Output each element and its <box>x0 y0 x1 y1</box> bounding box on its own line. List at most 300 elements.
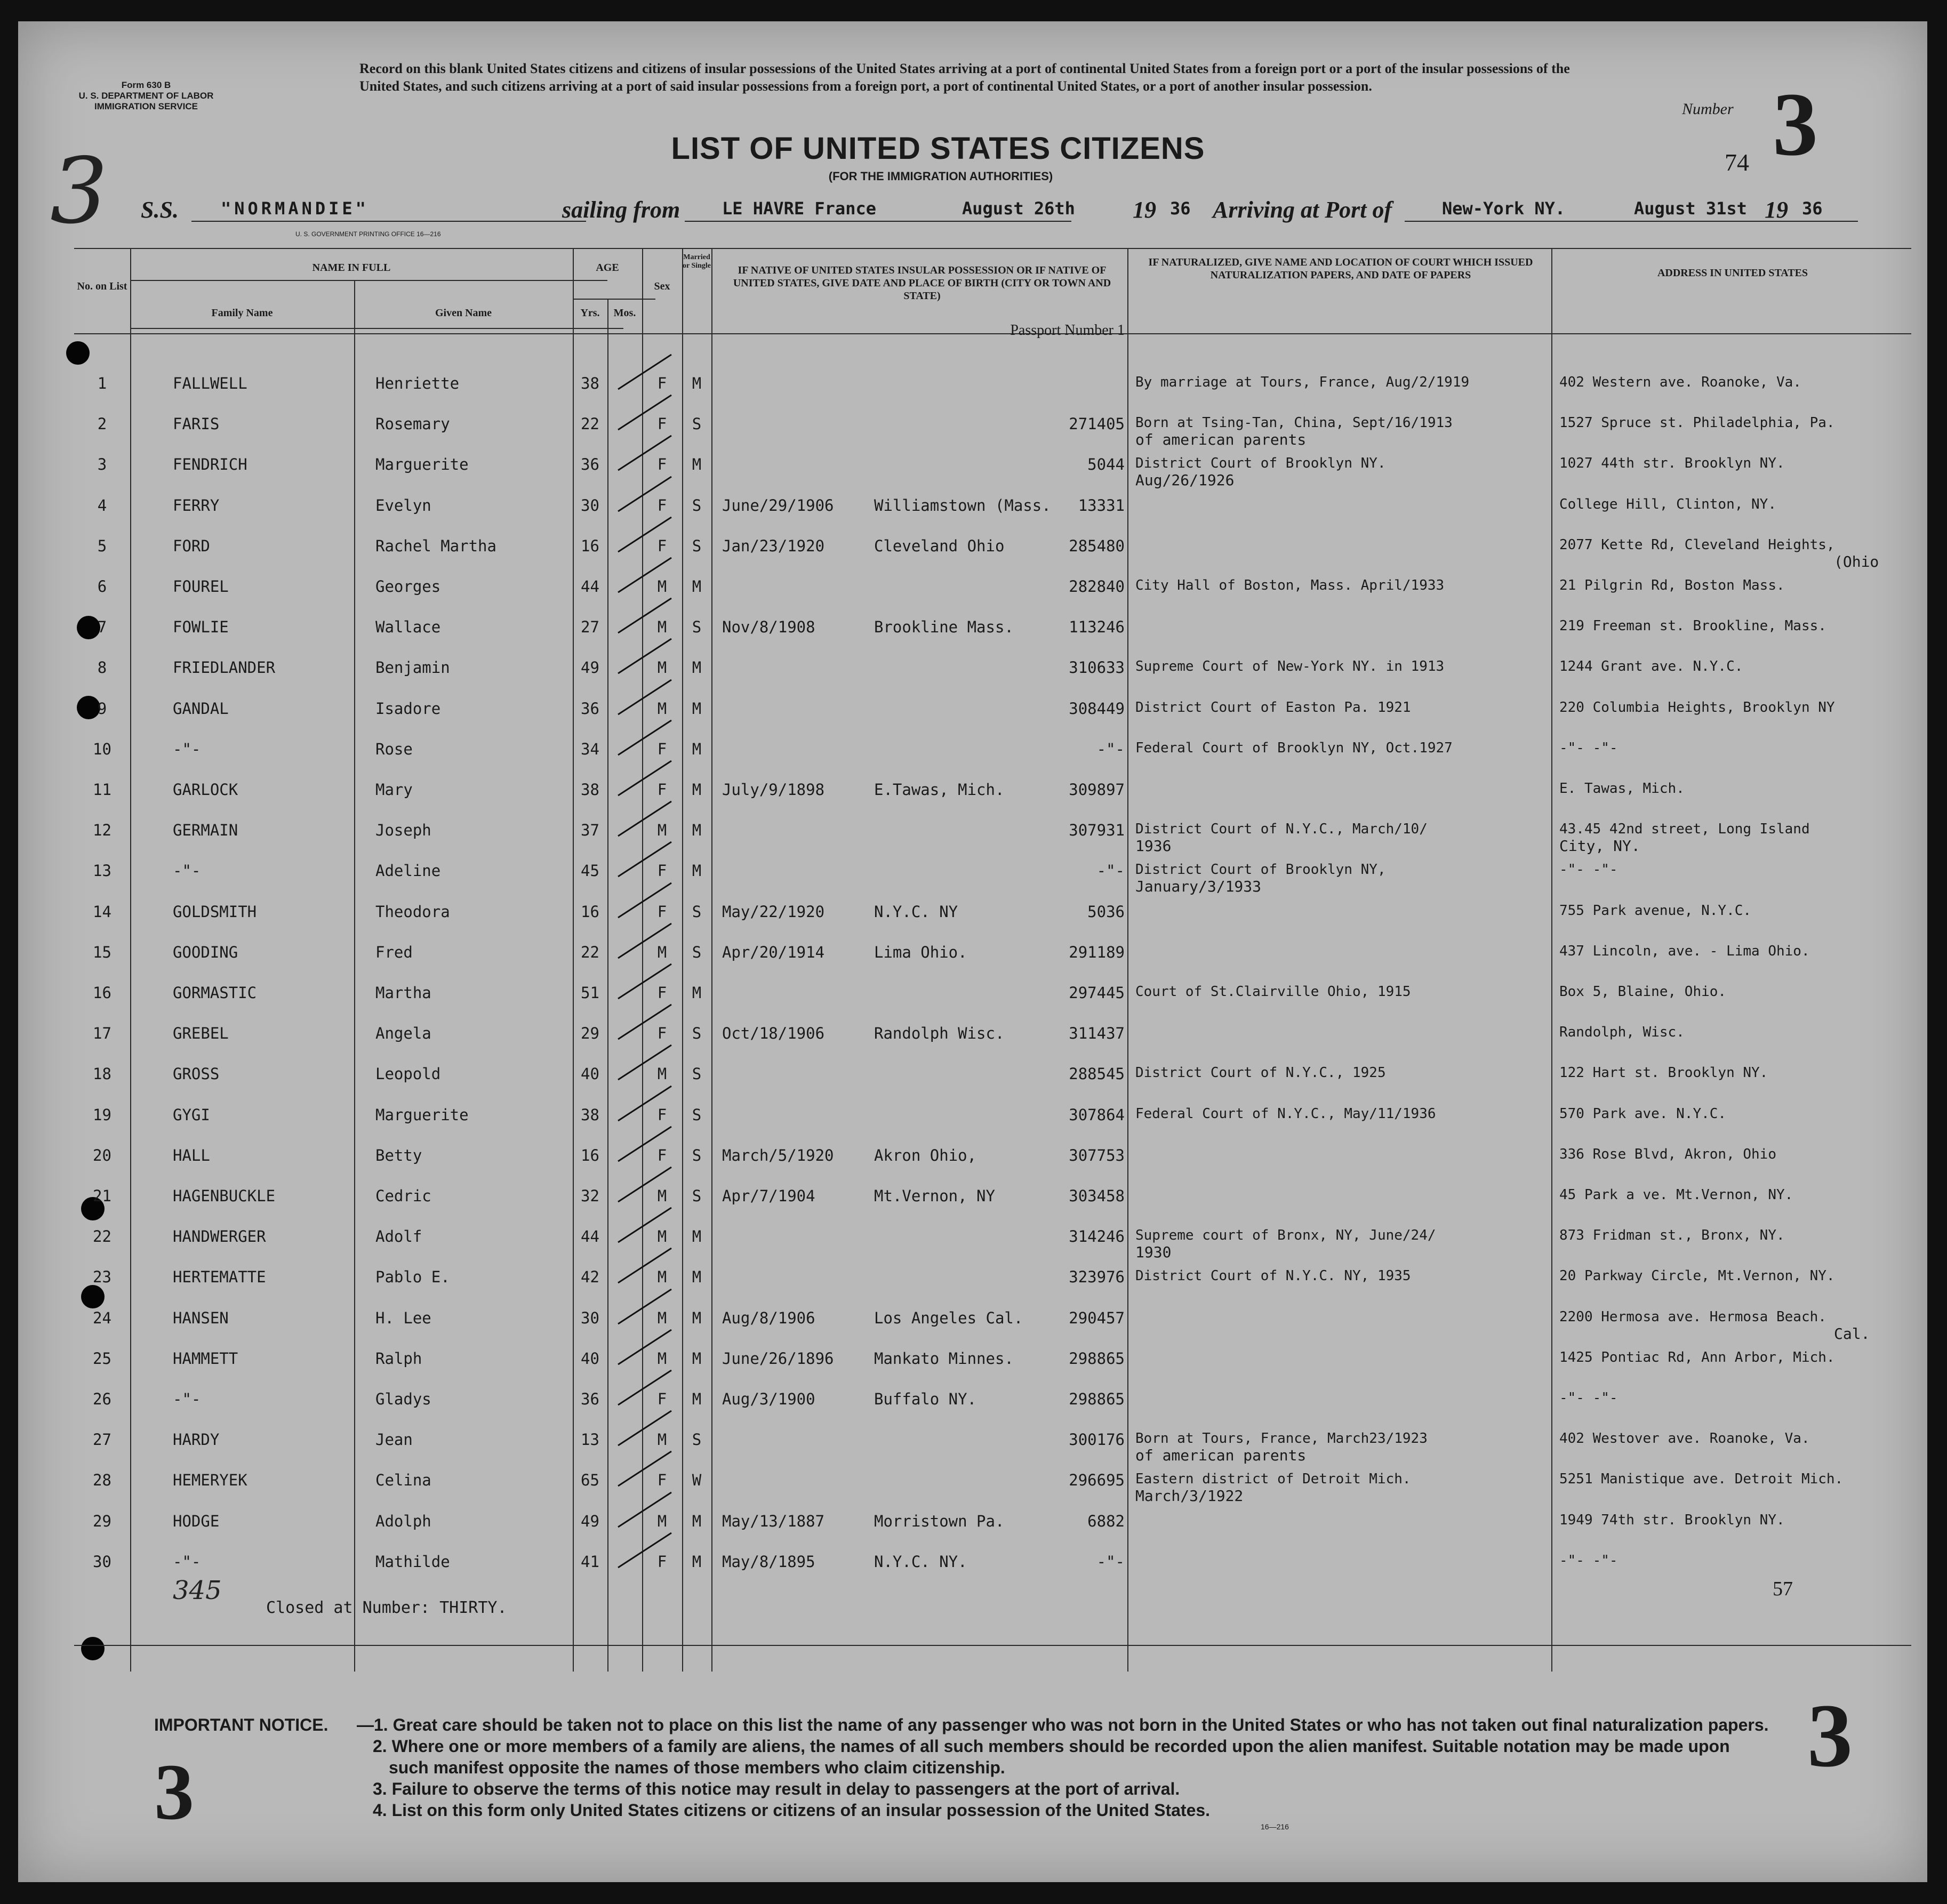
table-row <box>74 1338 1911 1378</box>
row-number: 12 <box>93 821 111 840</box>
marital-status: M <box>692 455 702 474</box>
age-years: 49 <box>581 1512 599 1530</box>
sex: M <box>657 1431 667 1449</box>
passport-number: 5036 <box>1087 902 1125 921</box>
table-row <box>74 1013 1911 1053</box>
given-name: Benjamin <box>375 658 450 677</box>
marital-status: M <box>692 374 702 392</box>
check-mark-icon <box>613 515 677 557</box>
family-name: FERRY <box>173 496 220 515</box>
family-name: FOUREL <box>173 577 229 596</box>
age-years: 34 <box>581 740 599 758</box>
birth-date: July/9/1898 <box>722 781 825 799</box>
birth-place: Mankato Minnes. <box>874 1349 1014 1368</box>
marital-status: S <box>692 1105 702 1124</box>
table-row <box>74 688 1911 728</box>
header-given-name: Given Name <box>435 307 492 319</box>
passport-number: 291189 <box>1069 943 1125 961</box>
passport-number: 13331 <box>1078 496 1125 515</box>
given-name: Evelyn <box>375 496 431 515</box>
notice-item-1: —1. Great care should be taken not to place on this list the name of any passenger who was not born in the United States or who has not taken out final naturalization papers. <box>357 1715 1769 1734</box>
marital-status: M <box>692 658 702 677</box>
check-mark-icon <box>613 392 677 435</box>
given-name: Marguerite <box>375 1105 469 1124</box>
row-number: 9 <box>97 699 107 718</box>
ss-label: S.S. <box>141 197 179 223</box>
naturalization-continued: of american parents <box>1135 431 1307 449</box>
check-mark-icon <box>613 677 677 720</box>
naturalization-continued: 1936 <box>1135 837 1172 855</box>
sex: M <box>657 658 667 677</box>
address: 2200 Hermosa ave. Hermosa Beach. <box>1559 1308 1826 1325</box>
birth-place: Akron Ohio, <box>874 1146 977 1164</box>
address: 1027 44th str. Brooklyn NY. <box>1559 455 1785 472</box>
row-number: 14 <box>93 902 111 921</box>
marital-status: W <box>692 1471 702 1490</box>
stamp-number-right: 3 <box>1807 1685 1853 1786</box>
address-continued: (Ohio <box>1834 552 1879 571</box>
table-row <box>74 444 1911 489</box>
age-years: 38 <box>581 374 599 392</box>
birth-date: May/13/1887 <box>722 1512 825 1530</box>
passport-number: 323976 <box>1069 1268 1125 1287</box>
passport-number: -"- <box>1096 862 1125 880</box>
birth-place: N.Y.C. NY <box>874 902 958 921</box>
age-years: 16 <box>581 536 599 555</box>
passport-number: 271405 <box>1069 415 1125 433</box>
given-name: Angela <box>375 1024 431 1043</box>
marital-status: S <box>692 415 702 433</box>
family-name: HANSEN <box>173 1308 229 1327</box>
check-mark-icon <box>613 596 677 638</box>
table-row <box>74 1216 1911 1262</box>
address: Box 5, Blaine, Ohio. <box>1559 984 1727 1000</box>
passport-number: 290457 <box>1069 1308 1125 1327</box>
sex: F <box>657 740 667 758</box>
address: 122 Hart st. Brooklyn NY. <box>1559 1065 1768 1081</box>
row-number: 24 <box>93 1308 111 1327</box>
check-mark-icon <box>613 839 677 882</box>
birth-date: Apr/20/1914 <box>722 943 825 961</box>
given-name: Adolf <box>375 1227 422 1246</box>
marital-status: S <box>692 1024 702 1043</box>
age-years: 13 <box>581 1431 599 1449</box>
age-years: 42 <box>581 1268 599 1287</box>
page-subtitle: (FOR THE IMMIGRATION AUTHORITIES) <box>828 170 1053 183</box>
sex: M <box>657 1187 667 1205</box>
sex: M <box>657 1227 667 1246</box>
naturalization: Supreme court of Bronx, NY, June/24/ <box>1135 1227 1436 1244</box>
check-mark-icon <box>613 880 677 923</box>
footer-code: 16—216 <box>1261 1822 1289 1831</box>
sex: M <box>657 943 667 961</box>
header-naturalization: IF NATURALIZED, GIVE NAME AND LOCATION OF COURT WHICH ISSUED NATURALIZATION PAPERS, AND DATE OF PAPERS <box>1148 256 1533 281</box>
form-identifier <box>66 80 226 112</box>
family-name: HARDY <box>173 1431 220 1449</box>
naturalization: District Court of Easton Pa. 1921 <box>1135 699 1411 716</box>
birth-place: Los Angeles Cal. <box>874 1308 1023 1327</box>
sex: M <box>657 577 667 596</box>
header-passport-number: Passport Number 1 <box>1010 322 1125 339</box>
signature: 345 <box>173 1576 222 1605</box>
naturalization: Eastern district of Detroit Mich. <box>1135 1471 1411 1488</box>
row-number: 2 <box>97 415 107 433</box>
birth-place: Randolph Wisc. <box>874 1024 1005 1043</box>
birth-date: June/29/1906 <box>722 496 834 515</box>
family-name: GOODING <box>173 943 238 961</box>
marital-status: M <box>692 821 702 840</box>
check-mark-icon <box>613 718 677 760</box>
marital-status: S <box>692 902 702 921</box>
table-row <box>74 363 1911 403</box>
sex: M <box>657 1065 667 1083</box>
table-row <box>74 1419 1911 1465</box>
passport-number: 308449 <box>1069 699 1125 718</box>
check-mark-icon <box>613 1490 677 1532</box>
address: 755 Park avenue, N.Y.C. <box>1559 902 1752 919</box>
given-name: Wallace <box>375 618 441 637</box>
record-instructions: Record on this blank United States citizens and citizens of insular possessions of the United States arriving at a port of continental United States from a foreign port or a port of the insular possessions of the United States, and such citizens arriving at a port of said insular possessions from a foreign port, a port of continental United States, or a port of another insular possession. <box>359 61 1570 94</box>
family-name: GREBEL <box>173 1024 229 1043</box>
naturalization: Federal Court of Brooklyn NY, Oct.1927 <box>1135 740 1453 756</box>
age-years: 36 <box>581 1390 599 1408</box>
passport-number: 309897 <box>1069 781 1125 799</box>
naturalization: District Court of N.Y.C., March/10/ <box>1135 821 1428 838</box>
age-years: 32 <box>581 1187 599 1205</box>
header-no-on-list: No. on List <box>77 280 127 292</box>
address: 45 Park a ve. Mt.Vernon, NY. <box>1559 1187 1793 1203</box>
marital-status: M <box>692 740 702 758</box>
age-years: 16 <box>581 1146 599 1164</box>
given-name: Jean <box>375 1431 413 1449</box>
marital-status: M <box>692 699 702 718</box>
given-name: Pablo E. <box>375 1268 450 1287</box>
sex: F <box>657 496 667 515</box>
given-name: Georges <box>375 577 441 596</box>
row-number: 23 <box>93 1268 111 1287</box>
row-number: 5 <box>97 536 107 555</box>
birth-date: Oct/18/1906 <box>722 1024 825 1043</box>
passport-number: -"- <box>1096 1552 1125 1571</box>
marital-status: M <box>692 1227 702 1246</box>
family-name: HEMERYEK <box>173 1471 247 1490</box>
row-number: 7 <box>97 618 107 637</box>
marital-status: S <box>692 1431 702 1449</box>
notice-item-3: 3. Failure to observe the terms of this notice may result in delay to passengers at the port of arrival. <box>373 1779 1180 1798</box>
table-row <box>74 1053 1911 1094</box>
header-yrs: Yrs. <box>580 307 600 319</box>
marital-status: S <box>692 536 702 555</box>
family-name: HALL <box>173 1146 210 1164</box>
birth-date: Nov/8/1908 <box>722 618 815 637</box>
sex: M <box>657 821 667 840</box>
row-number: 30 <box>93 1552 111 1571</box>
check-mark-icon <box>613 1408 677 1451</box>
marital-status: M <box>692 1268 702 1287</box>
age-years: 40 <box>581 1349 599 1368</box>
given-name: Celina <box>375 1471 431 1490</box>
family-name: GROSS <box>173 1065 220 1083</box>
check-mark-icon <box>613 1327 677 1370</box>
family-name: -"- <box>173 1390 201 1408</box>
naturalization: District Court of Brooklyn NY, <box>1135 862 1386 878</box>
passport-number: 307864 <box>1069 1105 1125 1124</box>
sex: M <box>657 1308 667 1327</box>
age-years: 45 <box>581 862 599 880</box>
family-name: FENDRICH <box>173 455 247 474</box>
sex: M <box>657 618 667 637</box>
naturalization-continued: Aug/26/1926 <box>1135 471 1235 489</box>
passport-number: 282840 <box>1069 577 1125 596</box>
check-mark-icon <box>613 352 677 395</box>
row-number: 3 <box>97 455 107 474</box>
family-name: GOLDSMITH <box>173 902 257 921</box>
table-row <box>74 485 1911 525</box>
birth-date: May/22/1920 <box>722 902 825 921</box>
arriving-label: Arriving at Port of <box>1213 197 1392 223</box>
passport-number: 311437 <box>1069 1024 1125 1043</box>
row-number: 4 <box>97 496 107 515</box>
arr-year-prefix: 19 <box>1765 197 1788 223</box>
age-years: 38 <box>581 781 599 799</box>
marital-status: S <box>692 1065 702 1083</box>
address: 220 Columbia Heights, Brooklyn NY <box>1559 699 1835 716</box>
age-years: 30 <box>581 1308 599 1327</box>
row-number: 21 <box>93 1187 111 1205</box>
sex: F <box>657 1146 667 1164</box>
marital-status: M <box>692 781 702 799</box>
passenger-table <box>74 248 1911 1672</box>
age-years: 22 <box>581 943 599 961</box>
passport-number: 298865 <box>1069 1390 1125 1408</box>
passport-number: 6882 <box>1087 1512 1125 1530</box>
passport-number: 298865 <box>1069 1349 1125 1368</box>
sex: F <box>657 902 667 921</box>
page-number: 74 <box>1725 149 1749 176</box>
address: 1244 Grant ave. N.Y.C. <box>1559 658 1743 675</box>
check-mark-icon <box>613 636 677 679</box>
naturalization: By marriage at Tours, France, Aug/2/1919 <box>1135 374 1470 390</box>
stamp-number-left: 3 <box>154 1748 194 1836</box>
family-name: -"- <box>173 862 201 880</box>
naturalization: Federal Court of N.Y.C., May/11/1936 <box>1135 1105 1436 1122</box>
check-mark-icon <box>613 1449 677 1491</box>
age-years: 22 <box>581 415 599 433</box>
age-years: 16 <box>581 902 599 921</box>
marital-status: M <box>692 1308 702 1327</box>
age-years: 65 <box>581 1471 599 1490</box>
age-years: 41 <box>581 1552 599 1571</box>
check-mark-icon <box>613 433 677 476</box>
header-name-in-full: NAME IN FULL <box>312 262 391 274</box>
passport-number: 300176 <box>1069 1431 1125 1449</box>
page-title: LIST OF UNITED STATES CITIZENS <box>671 131 1205 166</box>
header-family-name: Family Name <box>211 307 273 319</box>
age-years: 37 <box>581 821 599 840</box>
table-row <box>74 931 1911 972</box>
address: 402 Western ave. Roanoke, Va. <box>1559 374 1801 390</box>
sex: M <box>657 1268 667 1287</box>
row-number: 10 <box>93 740 111 758</box>
passport-number: 296695 <box>1069 1471 1125 1490</box>
address: -"- -"- <box>1559 740 1618 756</box>
given-name: Ralph <box>375 1349 422 1368</box>
check-mark-icon <box>613 1002 677 1045</box>
row-number: 6 <box>97 577 107 596</box>
sex: F <box>657 1024 667 1043</box>
table-row <box>74 1175 1911 1216</box>
ship-name: "NORMANDIE" <box>221 198 369 219</box>
family-name: HANDWERGER <box>173 1227 266 1246</box>
birth-date: June/26/1896 <box>722 1349 834 1368</box>
passport-number: 288545 <box>1069 1065 1125 1083</box>
row-number: 8 <box>97 658 107 677</box>
address: 570 Park ave. N.Y.C. <box>1559 1105 1727 1122</box>
passport-number: 113246 <box>1069 618 1125 637</box>
family-name: GERMAIN <box>173 821 238 840</box>
birth-date: Aug/8/1906 <box>722 1308 815 1327</box>
age-years: 51 <box>581 984 599 1002</box>
table-row <box>74 1459 1911 1505</box>
from-port: LE HAVRE France <box>722 198 876 219</box>
check-mark-icon <box>613 1164 677 1207</box>
given-name: Mathilde <box>375 1552 450 1571</box>
check-mark-icon <box>613 921 677 963</box>
given-name: Leopold <box>375 1065 441 1083</box>
address: Randolph, Wisc. <box>1559 1024 1685 1041</box>
notice-item-2: 2. Where one or more members of a family are aliens, the names of all such members should be recorded upon the alien manifest. Suitable notation may be made upon <box>373 1737 1730 1756</box>
family-name: GYGI <box>173 1105 210 1124</box>
naturalization-continued: January/3/1933 <box>1135 878 1262 896</box>
birth-place: Mt.Vernon, NY <box>874 1187 995 1205</box>
check-mark-icon <box>613 961 677 1004</box>
address: 336 Rose Blvd, Akron, Ohio <box>1559 1146 1776 1162</box>
table-row <box>74 728 1911 769</box>
naturalization: Born at Tsing-Tan, China, Sept/16/1913 <box>1135 415 1453 431</box>
marital-status: M <box>692 1512 702 1530</box>
birth-date: March/5/1920 <box>722 1146 834 1164</box>
address: 21 Pilgrin Rd, Boston Mass. <box>1559 577 1785 593</box>
passport-number: 303458 <box>1069 1187 1125 1205</box>
address: 43.45 42nd street, Long Island <box>1559 821 1810 838</box>
birth-place: Buffalo NY. <box>874 1390 977 1408</box>
naturalization-continued: March/3/1922 <box>1135 1487 1244 1505</box>
family-name: -"- <box>173 740 201 758</box>
address: 402 Westover ave. Roanoke, Va. <box>1559 1431 1810 1447</box>
marital-status: M <box>692 984 702 1002</box>
notice-item-2-cont: such manifest opposite the names of those members who claim citizenship. <box>389 1758 1005 1777</box>
table-row <box>74 525 1911 571</box>
closed-at-number: Closed at Number: THIRTY. <box>266 1598 507 1617</box>
given-name: Mary <box>375 781 413 799</box>
marital-status: S <box>692 618 702 637</box>
family-name: HERTEMATTE <box>173 1268 266 1287</box>
form-number: Form 630 B <box>121 80 171 90</box>
birth-place: N.Y.C. NY. <box>874 1552 967 1571</box>
given-name: Marguerite <box>375 455 469 474</box>
address: 2077 Kette Rd, Cleveland Heights, <box>1559 536 1835 553</box>
header-age: AGE <box>596 262 619 274</box>
age-years: 36 <box>581 455 599 474</box>
age-years: 38 <box>581 1105 599 1124</box>
marital-status: S <box>692 496 702 515</box>
age-years: 40 <box>581 1065 599 1083</box>
check-mark-icon <box>613 799 677 841</box>
departure-date: August 26th <box>962 198 1075 219</box>
sex: F <box>657 536 667 555</box>
address: 1527 Spruce st. Philadelphia, Pa. <box>1559 415 1835 431</box>
age-years: 29 <box>581 1024 599 1043</box>
sex: F <box>657 1471 667 1490</box>
page-total: 57 <box>1773 1578 1793 1600</box>
address: 1425 Pontiac Rd, Ann Arbor, Mich. <box>1559 1349 1835 1365</box>
given-name: Rosemary <box>375 415 450 433</box>
passport-number: 285480 <box>1069 536 1125 555</box>
given-name: Cedric <box>375 1187 431 1205</box>
number-label: Number <box>1682 100 1734 118</box>
table-row <box>74 1297 1911 1343</box>
table-row <box>74 647 1911 687</box>
marital-status: M <box>692 1349 702 1368</box>
passport-number: 5044 <box>1087 455 1125 474</box>
marital-status: M <box>692 1552 702 1571</box>
table-row <box>74 809 1911 855</box>
birth-place: Cleveland Ohio <box>874 536 1005 555</box>
check-mark-icon <box>613 1368 677 1410</box>
birth-date: Apr/7/1904 <box>722 1187 815 1205</box>
family-name: FORD <box>173 536 210 555</box>
passport-number: 297445 <box>1069 984 1125 1002</box>
check-mark-icon <box>613 1042 677 1085</box>
check-mark-icon <box>613 758 677 801</box>
given-name: Adolph <box>375 1512 431 1530</box>
naturalization: Born at Tours, France, March23/1923 <box>1135 1431 1428 1447</box>
header-sex: Sex <box>654 280 670 292</box>
given-name: Theodora <box>375 902 450 921</box>
row-number: 16 <box>93 984 111 1002</box>
address: E. Tawas, Mich. <box>1559 781 1685 797</box>
given-name: Isadore <box>375 699 441 718</box>
sex: F <box>657 862 667 880</box>
sex: F <box>657 1390 667 1408</box>
address: -"- -"- <box>1559 1552 1618 1569</box>
marital-status: M <box>692 1390 702 1408</box>
check-mark-icon <box>613 1083 677 1126</box>
check-mark-icon <box>613 555 677 598</box>
address: -"- -"- <box>1559 862 1618 878</box>
given-name: Rose <box>375 740 413 758</box>
row-number: 29 <box>93 1512 111 1530</box>
address: College Hill, Clinton, NY. <box>1559 496 1776 512</box>
family-name: GANDAL <box>173 699 229 718</box>
row-number: 1 <box>97 374 107 392</box>
notice-heading: IMPORTANT NOTICE. <box>154 1715 328 1734</box>
marital-status: S <box>692 1146 702 1164</box>
given-name: Joseph <box>375 821 431 840</box>
check-mark-icon <box>613 1124 677 1167</box>
check-mark-icon <box>613 1246 677 1288</box>
birth-place: Williamstown (Mass. <box>874 496 1051 515</box>
sex: M <box>657 1512 667 1530</box>
service: IMMIGRATION SERVICE <box>94 101 198 111</box>
sex: F <box>657 781 667 799</box>
table-row <box>74 1541 1911 1581</box>
naturalization: District Court of Brooklyn NY. <box>1135 455 1386 472</box>
voyage-line <box>141 196 1890 228</box>
given-name: Rachel Martha <box>375 536 496 555</box>
sex: F <box>657 984 667 1002</box>
arrival-date: August 31st <box>1634 198 1747 219</box>
